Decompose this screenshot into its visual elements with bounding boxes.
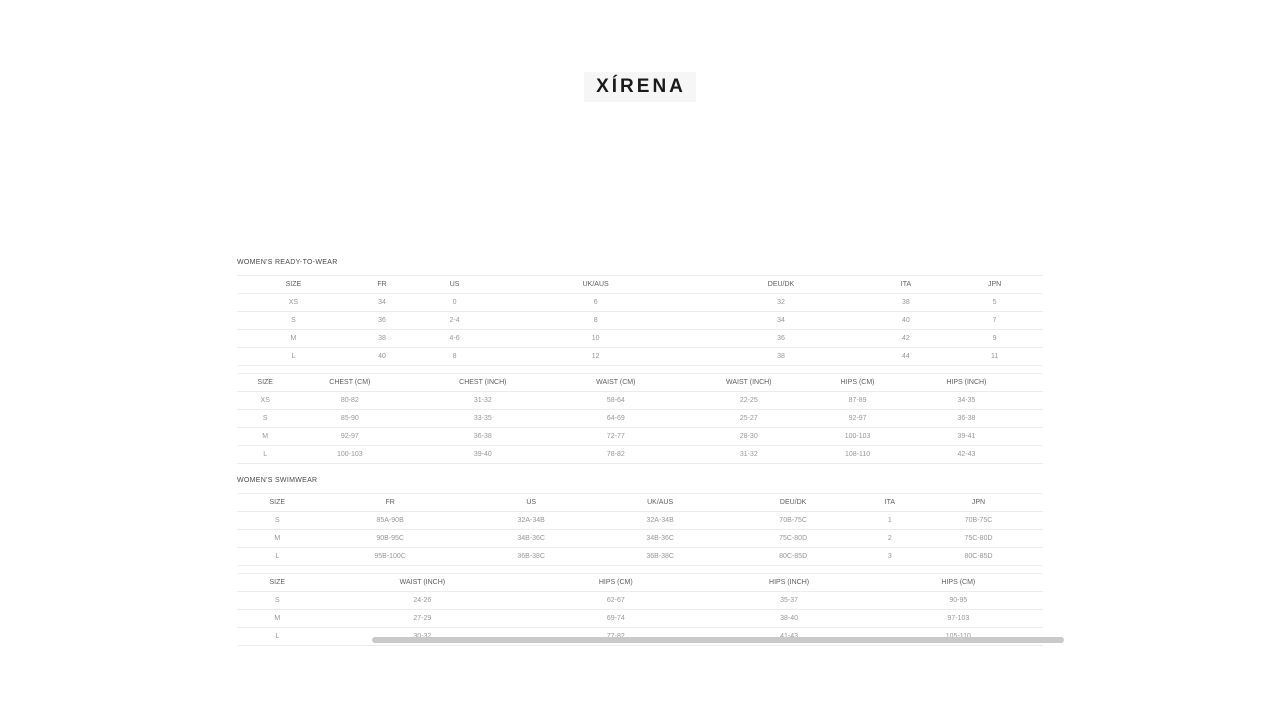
table-cell: 7: [946, 312, 1043, 330]
table-cell: 44: [866, 348, 947, 366]
table-cell: 85A-90B: [318, 512, 463, 530]
section-swimwear: [237, 477, 1043, 646]
column-header: JPN: [914, 494, 1043, 512]
table-cell: XS: [237, 392, 293, 410]
table-header-row: [237, 494, 1043, 512]
column-header: HIPS (CM): [825, 374, 889, 392]
table-cell: 38: [350, 330, 414, 348]
column-header: SIZE: [237, 494, 318, 512]
table-cell: 9: [946, 330, 1043, 348]
table-cell: 75C-80D: [914, 530, 1043, 548]
table-cell: 32: [696, 294, 865, 312]
table-cell: 3: [866, 548, 914, 566]
table-cell: L: [237, 446, 293, 464]
table-cell: 70B-75C: [914, 512, 1043, 530]
table-cell: 34: [350, 294, 414, 312]
table-cell: 39-41: [890, 428, 1043, 446]
table-cell: 69-74: [527, 610, 704, 628]
table-cell: S: [237, 410, 293, 428]
table-cell: S: [237, 592, 318, 610]
column-header: WAIST (INCH): [672, 374, 825, 392]
table-cell: 0: [414, 294, 495, 312]
table-cell: 32A-34B: [463, 512, 600, 530]
table-cell: 24-26: [318, 592, 528, 610]
brand-logo[interactable]: XÍRENA: [584, 72, 696, 102]
table-cell: M: [237, 330, 350, 348]
table-cell: S: [237, 312, 350, 330]
table-cell: 42: [866, 330, 947, 348]
column-header: JPN: [946, 276, 1043, 294]
table-cell: 36-38: [890, 410, 1043, 428]
table-cell: L: [237, 348, 350, 366]
column-header: SIZE: [237, 276, 350, 294]
rtw-size-conversion-table: [237, 275, 1043, 366]
column-header: HIPS (CM): [874, 574, 1043, 592]
table-cell: 38-40: [704, 610, 873, 628]
table-cell: 2: [866, 530, 914, 548]
swim-size-conversion-table: [237, 493, 1043, 566]
table-cell: M: [237, 610, 318, 628]
table-cell: 58-64: [559, 392, 672, 410]
table-cell: 34B-36C: [463, 530, 600, 548]
table-cell: M: [237, 530, 318, 548]
table-cell: 34-35: [890, 392, 1043, 410]
table-cell: 31-32: [406, 392, 559, 410]
table-cell: 36B-38C: [463, 548, 600, 566]
column-header: US: [463, 494, 600, 512]
size-guide-content: [237, 102, 1043, 646]
swim-measurements-table: [237, 573, 1043, 646]
table-cell: 31-32: [672, 446, 825, 464]
table-cell: 42-43: [890, 446, 1043, 464]
table-cell: 87-89: [825, 392, 889, 410]
table-cell: 100-103: [825, 428, 889, 446]
table-cell: L: [237, 548, 318, 566]
table-header-row: [237, 574, 1043, 592]
column-header: FR: [350, 276, 414, 294]
table-cell: 97-103: [874, 610, 1043, 628]
table-cell: 22-25: [672, 392, 825, 410]
table-cell: 6: [495, 294, 697, 312]
table-cell: 78-82: [559, 446, 672, 464]
table-row: [237, 392, 1043, 410]
table-cell: 36-38: [406, 428, 559, 446]
table-cell: 40: [866, 312, 947, 330]
table-row: [237, 446, 1043, 464]
table-cell: 32A-34B: [600, 512, 721, 530]
table-cell: 2-4: [414, 312, 495, 330]
table-cell: 1: [866, 512, 914, 530]
table-cell: 11: [946, 348, 1043, 366]
table-header-row: [237, 276, 1043, 294]
table-cell: M: [237, 428, 293, 446]
column-header: ITA: [866, 494, 914, 512]
table-cell: 4-6: [414, 330, 495, 348]
table-cell: 39-40: [406, 446, 559, 464]
table-cell: 100-103: [293, 446, 406, 464]
column-header: HIPS (INCH): [704, 574, 873, 592]
column-header: CHEST (CM): [293, 374, 406, 392]
table-cell: 92-97: [825, 410, 889, 428]
table-cell: 27-29: [318, 610, 528, 628]
table-row: [237, 428, 1043, 446]
horizontal-scrollbar-thumb[interactable]: [372, 637, 1064, 643]
column-header: CHEST (INCH): [406, 374, 559, 392]
table-cell: 90B-95C: [318, 530, 463, 548]
table-row: [237, 410, 1043, 428]
table-cell: 38: [696, 348, 865, 366]
table-cell: 95B-100C: [318, 548, 463, 566]
table-cell: 35-37: [704, 592, 873, 610]
table-cell: L: [237, 628, 318, 646]
column-header: SIZE: [237, 574, 318, 592]
table-cell: 8: [495, 312, 697, 330]
column-header: SIZE: [237, 374, 293, 392]
table-cell: 80C-85D: [914, 548, 1043, 566]
table-row: [237, 312, 1043, 330]
table-cell: 64-69: [559, 410, 672, 428]
table-cell: 85-90: [293, 410, 406, 428]
table-row: [237, 610, 1043, 628]
rtw-measurements-table: [237, 373, 1043, 464]
table-cell: 40: [350, 348, 414, 366]
table-cell: 34: [696, 312, 865, 330]
table-cell: 8: [414, 348, 495, 366]
table-row: [237, 530, 1043, 548]
table-cell: XS: [237, 294, 350, 312]
table-cell: 36: [350, 312, 414, 330]
table-cell: S: [237, 512, 318, 530]
table-cell: 10: [495, 330, 697, 348]
table-row: [237, 548, 1043, 566]
column-header: DEU/DK: [696, 276, 865, 294]
column-header: US: [414, 276, 495, 294]
site-header: [0, 0, 1280, 102]
column-header: UK/AUS: [600, 494, 721, 512]
table-row: [237, 294, 1043, 312]
column-header: HIPS (CM): [527, 574, 704, 592]
table-row: [237, 512, 1043, 530]
column-header: WAIST (CM): [559, 374, 672, 392]
table-cell: 28-30: [672, 428, 825, 446]
column-header: ITA: [866, 276, 947, 294]
table-cell: 25-27: [672, 410, 825, 428]
column-header: FR: [318, 494, 463, 512]
column-header: HIPS (INCH): [890, 374, 1043, 392]
section-title-ready-to-wear: WOMEN'S READY-TO-WEAR: [237, 259, 338, 266]
table-cell: 36: [696, 330, 865, 348]
table-row: [237, 348, 1043, 366]
table-row: [237, 592, 1043, 610]
table-cell: 34B-36C: [600, 530, 721, 548]
table-cell: 62-67: [527, 592, 704, 610]
column-header: WAIST (INCH): [318, 574, 528, 592]
table-cell: 80-82: [293, 392, 406, 410]
column-header: DEU/DK: [721, 494, 866, 512]
table-header-row: [237, 374, 1043, 392]
section-ready-to-wear: [237, 259, 1043, 464]
table-cell: 75C-80D: [721, 530, 866, 548]
table-cell: 70B-75C: [721, 512, 866, 530]
table-cell: 33-35: [406, 410, 559, 428]
table-cell: 108-110: [825, 446, 889, 464]
table-cell: 80C-85D: [721, 548, 866, 566]
table-cell: 72-77: [559, 428, 672, 446]
table-cell: 90-95: [874, 592, 1043, 610]
table-cell: 38: [866, 294, 947, 312]
section-title-swimwear: WOMEN'S SWIMWEAR: [237, 477, 318, 484]
table-cell: 92-97: [293, 428, 406, 446]
table-cell: 12: [495, 348, 697, 366]
table-row: [237, 330, 1043, 348]
table-cell: 5: [946, 294, 1043, 312]
column-header: UK/AUS: [495, 276, 697, 294]
table-cell: 36B-38C: [600, 548, 721, 566]
